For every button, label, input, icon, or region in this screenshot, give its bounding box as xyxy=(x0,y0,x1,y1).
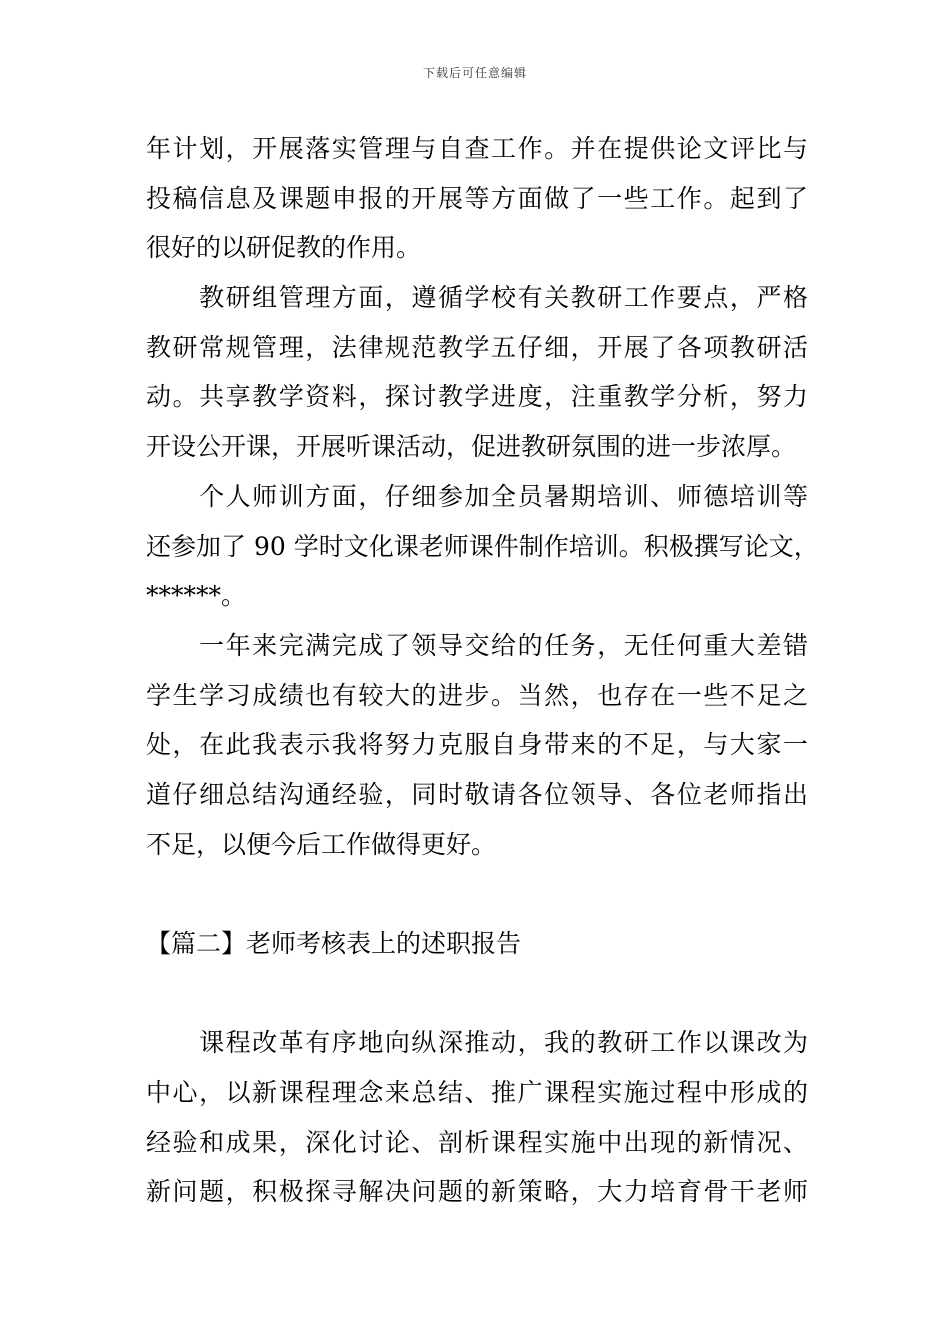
text-line: 很好的以研促教的作用。 xyxy=(146,233,422,263)
document-body xyxy=(146,124,819,1217)
section-paragraph xyxy=(146,1018,808,1217)
text-line: 课程改革有序地向纵深推动，我的教研工作以课改为 xyxy=(146,1028,808,1058)
text-line: 教研常规管理，法律规范教学五仔细，开展了各项教研活 xyxy=(146,332,808,362)
page-header: 下载后可任意编辑 xyxy=(422,66,527,80)
text-line: 学生学习成绩也有较大的进步。当然，也存在一些不足之 xyxy=(146,680,808,710)
text-line: ******。 xyxy=(146,581,247,611)
text-line: 年计划，开展落实管理与自查工作。并在提供论文评比与 xyxy=(146,134,808,163)
text-line: 道仔细总结沟通经验，同时敬请各位领导、各位老师指出 xyxy=(146,779,808,809)
text-line: 个人师训方面，仔细参加全员暑期培训、师德培训等 xyxy=(146,481,808,511)
text-line: 新问题，积极探寻解决问题的新策略，大力培育骨干老师 xyxy=(146,1177,808,1207)
text-line: 不足，以便今后工作做得更好。 xyxy=(146,829,497,859)
text-line: 中心，以新课程理念来总结、推广课程实施过程中形成的 xyxy=(146,1078,808,1108)
text-line: 一年来完满完成了领导交给的任务，无任何重大差错 xyxy=(146,630,808,660)
section-heading: 【篇二】老师考核表上的述职报告 xyxy=(146,929,522,958)
text-line: 处，在此我表示我将努力克服自身带来的不足，与大家一 xyxy=(146,730,808,760)
paragraph-4 xyxy=(146,621,808,869)
text-line: 还参加了 90 学时文化课老师课件制作培训。积极撰写论文， xyxy=(146,531,819,561)
text-line: 教研组管理方面，遵循学校有关教研工作要点，严格 xyxy=(146,283,808,313)
paragraph-1 xyxy=(146,124,808,273)
paragraph-2 xyxy=(146,273,808,472)
text-line: 动。共享教学资料，探讨教学进度，注重教学分析，努力 xyxy=(146,382,808,412)
blank-line xyxy=(146,969,808,1019)
blank-line xyxy=(146,869,808,919)
text-line: 开设公开课，开展听课活动，促进教研氛围的进一步浓厚。 xyxy=(146,432,797,462)
paragraph-3 xyxy=(146,472,819,621)
text-line: 投稿信息及课题申报的开展等方面做了一些工作。起到了 xyxy=(146,183,808,213)
text-line: 经验和成果，深化讨论、剖析课程实施中出现的新情况、 xyxy=(146,1127,808,1157)
